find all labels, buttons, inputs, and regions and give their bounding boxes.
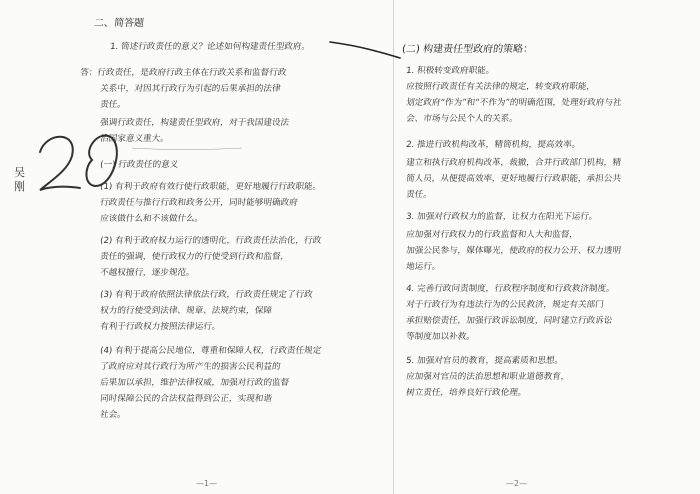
answer-line: (2) 有利于政府权力运行的透明化，行政责任法治化，行政 [99, 236, 322, 246]
section-title: 二、简答题 [93, 18, 145, 29]
strategy-heading: 3. 加强对行政权力的监督，让权力在阳光下运行。 [405, 212, 598, 222]
answer-page-left [60, 0, 390, 494]
answer-page-right [396, 0, 696, 494]
strategy-line: 地运行。 [405, 262, 441, 272]
strategy-line: 应按照行政责任有关法律的规定，转变政府职能， [405, 82, 596, 92]
section-title-right: (二) 构建责任型政府的策略： [401, 44, 534, 55]
answer-line: 权力的行使受到法律、规章、法规约束，保障 [99, 306, 273, 316]
strategy-heading: 4. 完善行政问责制度，行政程序制度和行政救济制度。 [405, 284, 616, 294]
strategy-line: 应加强对官员的法治思想和职业道德教育， [405, 372, 570, 382]
page-number-left: —1— [196, 479, 218, 488]
strategy-line: 责任。 [405, 190, 433, 200]
answer-line: 责任的强调，使行政权力的行使受到行政和监督， [99, 252, 290, 262]
answer-line: 后果加以承担，维护法律权威，加强对行政的监督 [99, 378, 290, 388]
strategy-line: 加强公民参与，媒体曝光，使政府的权力公开、权力透明 [405, 246, 622, 256]
strategy-line: 对于行政行为有违法行为的公民救济，规定有关部门 [405, 300, 605, 310]
answer-line: 不越权擅行，逐步规范。 [99, 268, 196, 278]
strategy-heading: 5. 加强对官员的教育，提高素质和思想。 [405, 356, 564, 366]
strategy-line: 划定政府“作为”和“不作为”的明确范围，处理好政府与社 [405, 98, 623, 108]
strategy-line: 建立和执行政府机构改革，裁撤，合并行政部门机构，精 [405, 158, 622, 168]
score-text [0, 0, 1, 1]
answer-line: (1) 有利于政府有效行使行政职能，更好地履行行政职能。 [99, 182, 322, 192]
page-number-right: —2— [506, 479, 528, 488]
strategy-line: 等制度加以补救。 [405, 332, 476, 342]
answer-line: 有利于行政权力按照法律运行。 [99, 322, 221, 332]
strategy-line: 会、市场与公民个人的关系。 [405, 114, 519, 124]
answer-line: 社会。 [99, 410, 127, 420]
answer-line: 应该做什么和不该做什么。 [99, 214, 204, 224]
answer-line: 了政府应对其行政行为所产生的损害公民利益的 [99, 362, 282, 372]
strategy-line: 应加强对行政权力的行政监督和人大和监督， [405, 230, 579, 240]
strategy-line: 承担赔偿责任，加强行政诉讼制度，同时建立行政诉讼 [405, 316, 613, 326]
strategy-line: 树立责任，培养良好行政伦理。 [405, 388, 527, 398]
answer-line: (3) 有利于政府依照法律依法行政，行政责任规定了行政 [99, 290, 314, 300]
answer-line: 治国家意义重大。 [99, 134, 170, 144]
answer-line: 答：行政责任，是政府行政主体在行政关系和监督行政 [79, 68, 287, 78]
answer-line: 强调行政责任，构建责任型政府，对于我国建设法 [99, 118, 290, 128]
answer-line: (4) 有利于提高公民地位，尊重和保障人权，行政责任规定 [99, 346, 322, 356]
question-text: 1. 简述行政责任的意义？论述如何构建责任型政府。 [109, 42, 311, 52]
grader-name: 吴刚 [14, 166, 25, 193]
answer-line: 同时保障公民的合法权益得到公正，实现和谐 [99, 394, 273, 404]
strategy-heading: 1. 积极转变政府职能。 [405, 66, 495, 76]
strategy-heading: 2. 推进行政机构改革，精简机构，提高效率。 [405, 140, 581, 150]
answer-line: 关系中，对因其行政行为引起的后果承担的法律 [99, 84, 282, 94]
answer-line: 责任。 [99, 100, 127, 110]
answer-subheading: (一) 行政责任的意义 [99, 160, 179, 170]
answer-line: 行政责任与推行行政和政务公开，同时能够明确政府 [99, 198, 299, 208]
strategy-line: 简人员，从便提高效率，更好地履行行政职能，承担公共 [405, 174, 622, 184]
